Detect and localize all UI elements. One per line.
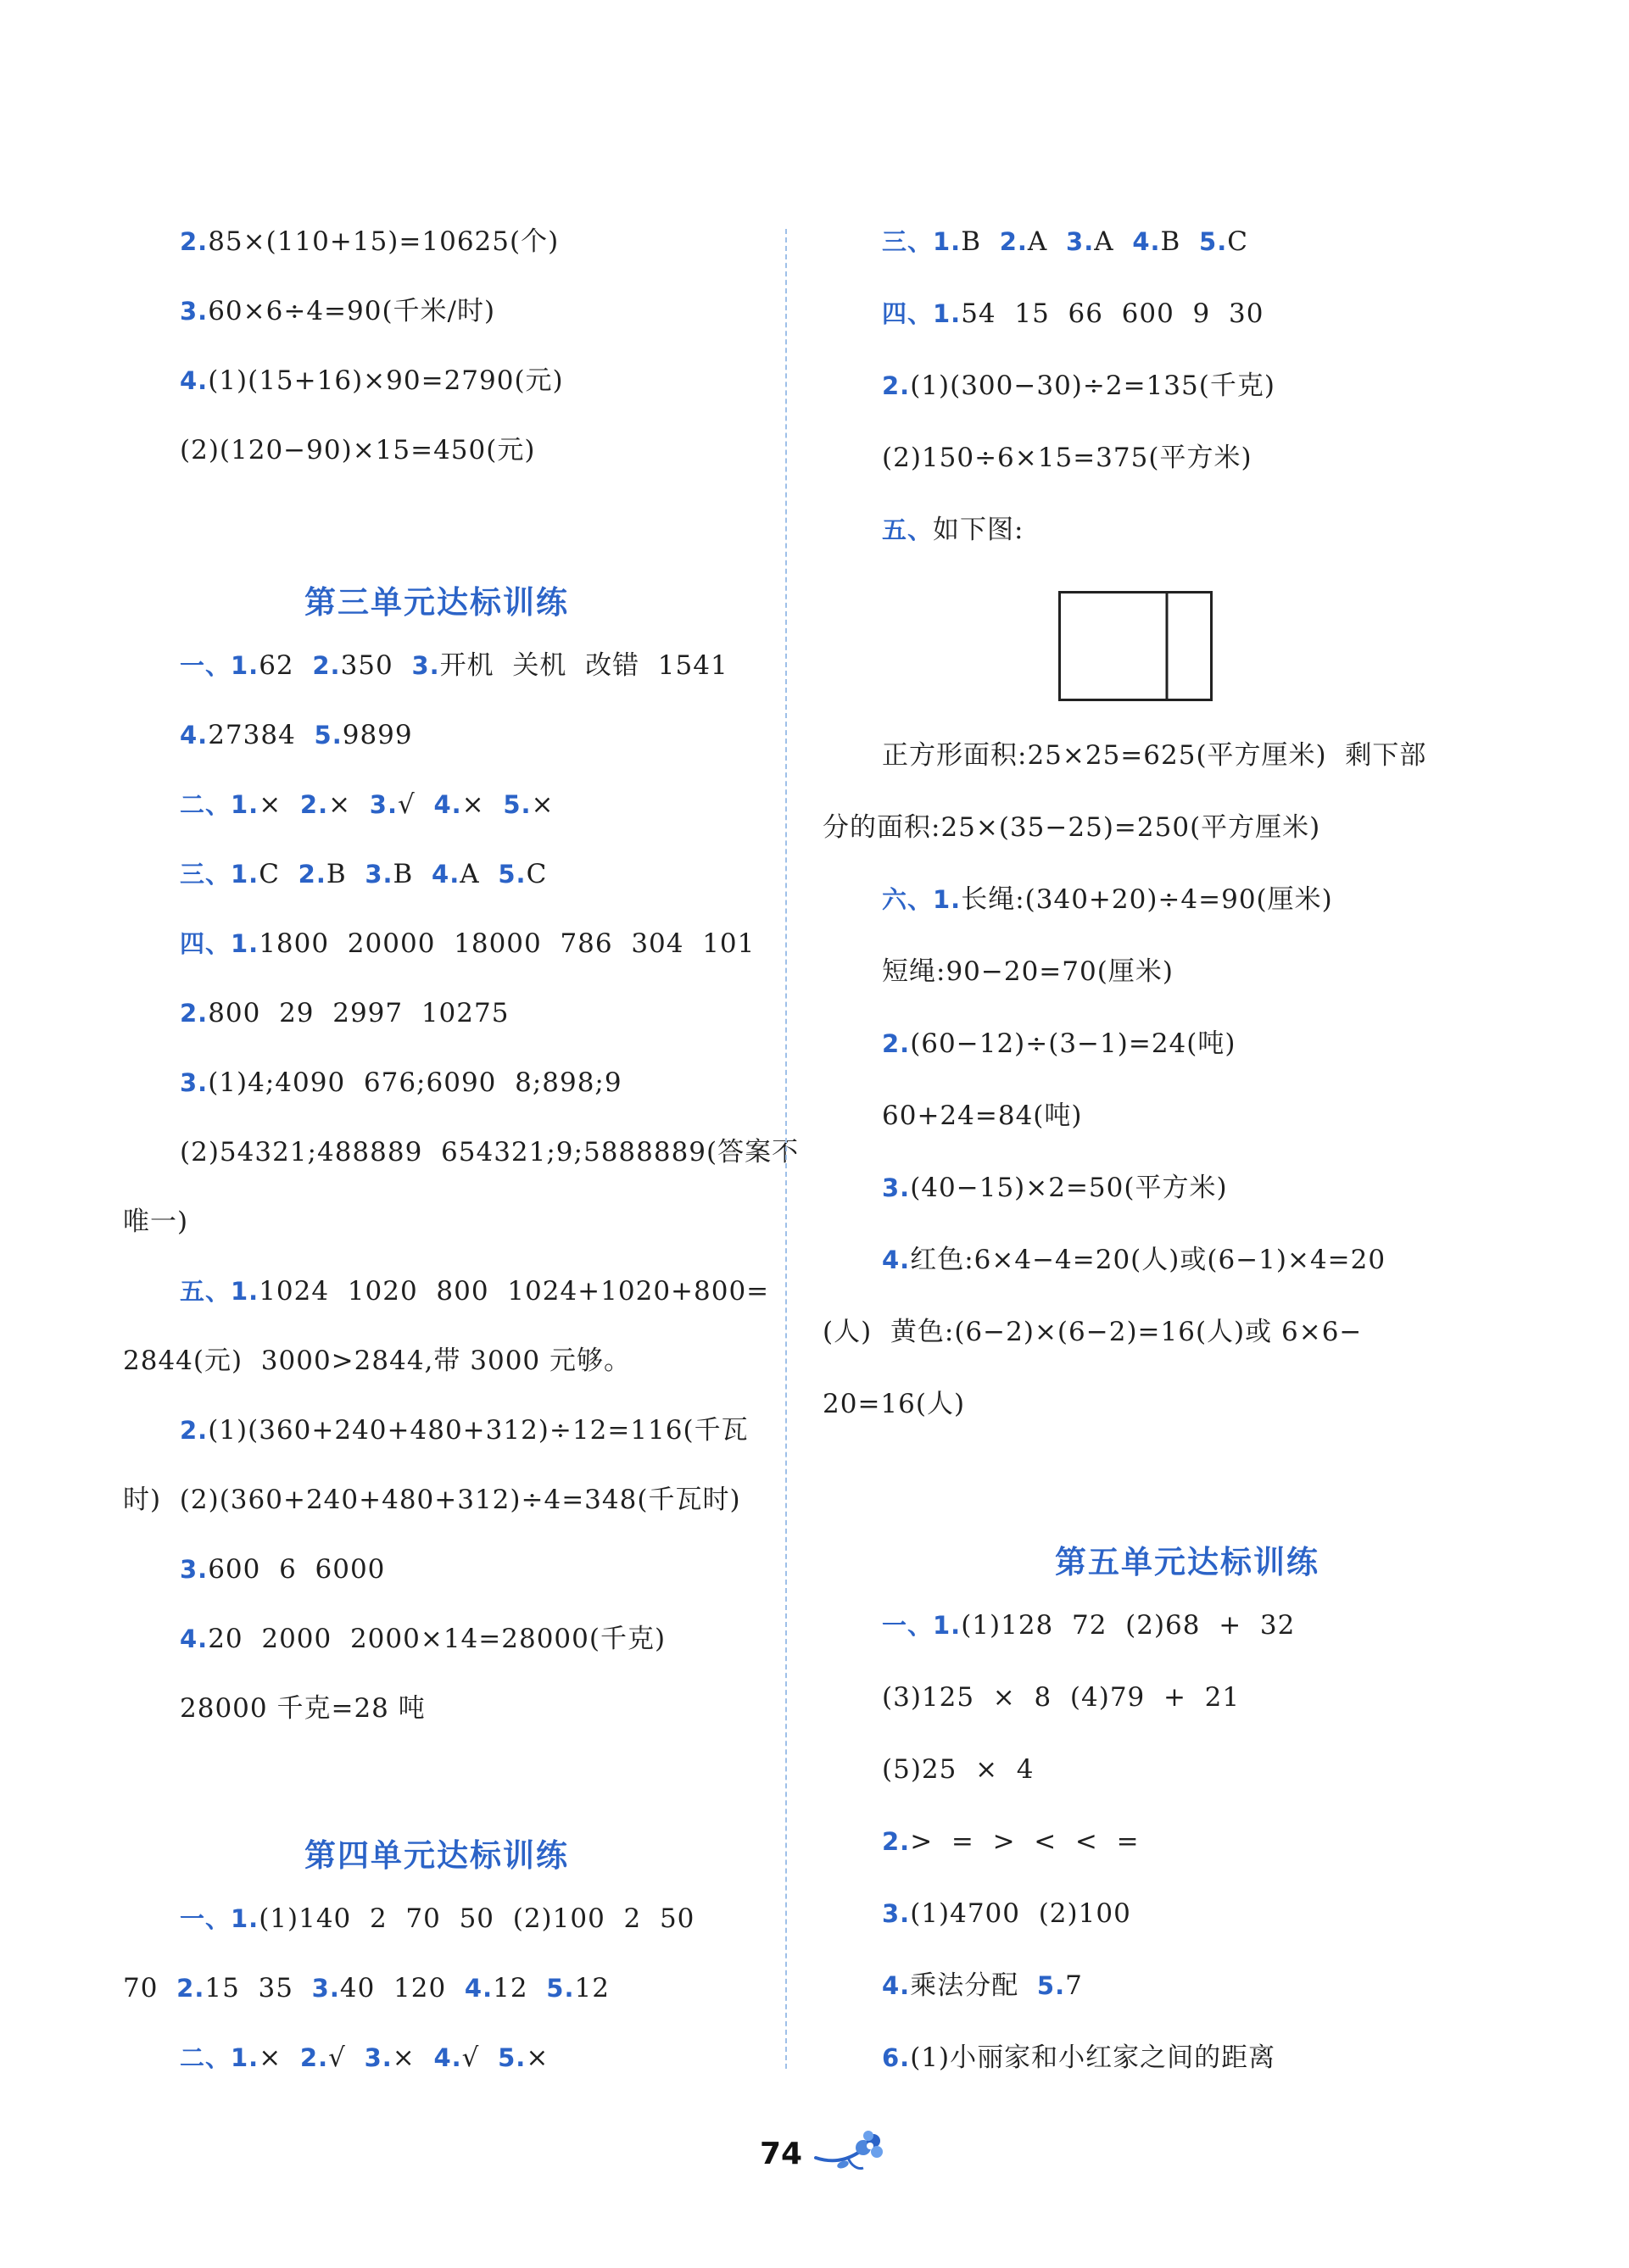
answer-line	[180, 928, 756, 959]
answer-text: ×	[461, 789, 504, 820]
answer-text: 正方形面积:25×25=625(平方厘米) 剩下部	[882, 740, 1427, 771]
answer-text: (1)(300−30)÷2=135(千克)	[910, 371, 1275, 401]
answer-text: 28000 千克=28 吨	[180, 1693, 426, 1724]
question-number: 2.	[299, 790, 329, 819]
question-number: 2.	[999, 227, 1028, 256]
question-number: 2.	[298, 860, 326, 889]
answer-line	[123, 1348, 631, 1374]
answer-text: C	[259, 859, 298, 889]
answer-line	[882, 740, 1427, 771]
section-heading: 第三单元达标训练	[304, 584, 569, 621]
answer-text: 85×(110+15)=10625(个)	[208, 226, 560, 257]
answer-line	[882, 373, 1275, 399]
answer-line	[180, 789, 555, 820]
answer-text: 800 29 2997 10275	[208, 998, 510, 1028]
question-number: 4.	[464, 1974, 494, 2003]
question-number: 一、1.	[180, 1904, 259, 1933]
question-number: 2.	[882, 1029, 911, 1058]
answer-text: (1)128 72 (2)68 + 32	[961, 1610, 1296, 1641]
question-number: 3.	[365, 860, 393, 889]
answer-text: C	[526, 859, 548, 889]
answer-line	[882, 1175, 1228, 1201]
answer-line	[180, 1000, 509, 1027]
answer-line	[180, 1693, 426, 1724]
answer-text: ×	[328, 789, 370, 820]
answer-text: 27384	[208, 720, 315, 750]
answer-text: 7	[1065, 1970, 1083, 2001]
answer-line	[180, 226, 560, 257]
answer-line	[180, 2042, 550, 2073]
answer-text: (1)140 2 70 50 (2)100 2 50	[259, 1903, 695, 1934]
answer-line	[882, 1247, 1386, 1273]
question-number: 2.	[299, 2043, 329, 2072]
answer-text: 1800 20000 18000 786 304 101	[259, 928, 756, 959]
answer-line	[180, 861, 547, 888]
answer-text: 时) (2)(360+240+480+312)÷4=348(千瓦时)	[123, 1485, 741, 1515]
answer-text: 40 120	[339, 1973, 465, 2003]
answer-line	[180, 1554, 386, 1585]
answer-text: 20 2000 2000×14=28000(千克)	[208, 1624, 667, 1654]
answer-line	[882, 226, 1248, 257]
section-heading: 第四单元达标训练	[304, 1837, 569, 1874]
question-number: 五、	[882, 515, 934, 544]
answer-text: 9899	[342, 720, 413, 750]
answer-line	[882, 298, 1264, 329]
answer-line	[180, 650, 728, 681]
answer-line	[823, 812, 1321, 843]
answer-line	[882, 517, 1024, 543]
flower-ornament-icon	[814, 2124, 890, 2175]
answer-text: 开机 关机 改错 1541	[439, 650, 728, 681]
answer-text: (40−15)×2=50(平方米)	[910, 1173, 1228, 1203]
answer-line	[180, 722, 413, 749]
answer-text: √	[328, 2042, 365, 2073]
question-number: 二、1.	[180, 790, 259, 819]
question-number: 3.	[180, 1555, 209, 1584]
question-number: 6.	[882, 2043, 911, 2072]
answer-text: 唯一)	[123, 1206, 189, 1237]
answer-text: 600 6 6000	[208, 1554, 386, 1585]
question-number: 5.	[498, 2043, 527, 2072]
answer-text: 12	[574, 1973, 610, 2003]
question-number: 2.	[312, 651, 341, 680]
answer-line	[180, 1415, 749, 1446]
question-number: 3.	[364, 2043, 393, 2072]
question-number: 2.	[180, 227, 209, 256]
answer-text: 分的面积:25×(35−25)=250(平方厘米)	[823, 812, 1321, 843]
question-number: 四、1.	[882, 299, 962, 328]
question-number: 六、1.	[882, 885, 962, 914]
answer-line	[882, 1103, 1082, 1129]
answer-text: A	[1094, 226, 1133, 257]
answer-text: 54 15 66 600 9 30	[961, 298, 1264, 329]
question-number: 4.	[180, 721, 209, 749]
answer-text: (1)(15+16)×90=2790(元)	[208, 365, 564, 396]
answer-text: 70	[123, 1973, 177, 2003]
question-number: 3.	[311, 1974, 340, 2003]
answer-text: A	[1027, 226, 1067, 257]
answer-line	[180, 365, 564, 396]
answer-line	[882, 1754, 1035, 1785]
question-number: 2.	[882, 1827, 911, 1856]
answer-text: ×	[392, 2042, 434, 2073]
answer-text: √	[461, 2042, 499, 2073]
answer-line	[180, 1903, 695, 1934]
answer-text: 长绳:(340+20)÷4=90(厘米)	[961, 884, 1333, 915]
answer-line	[123, 1487, 741, 1513]
answer-text: ×	[531, 789, 555, 820]
question-number: 2.	[180, 999, 209, 1028]
question-number: 4.	[180, 1624, 209, 1653]
question-number: 4.	[432, 860, 460, 889]
answer-line	[180, 437, 535, 464]
answer-text: 350	[340, 650, 412, 681]
question-number: 5.	[1036, 1971, 1066, 2000]
answer-line	[882, 956, 1174, 987]
answer-text: B	[1160, 226, 1200, 257]
answer-line	[882, 1682, 1241, 1713]
answer-text: > = > < < =	[910, 1826, 1140, 1857]
question-number: 三、1.	[882, 227, 962, 256]
answer-text: B	[393, 859, 432, 889]
answer-text: ×	[259, 2042, 300, 2073]
answer-text: (2)(120−90)×15=450(元)	[180, 435, 536, 465]
question-number: 4.	[882, 1971, 911, 2000]
answer-text: 1024 1020 800 1024+1020+800=	[259, 1276, 770, 1307]
answer-text: ×	[259, 789, 300, 820]
question-number: 2.	[882, 371, 911, 400]
answer-line	[882, 2042, 1276, 2073]
question-number: 一、1.	[180, 651, 259, 680]
answer-text: √	[397, 789, 434, 820]
question-number: 四、1.	[180, 929, 259, 958]
answer-text: 2844(元) 3000>2844,带 3000 元够。	[123, 1346, 632, 1376]
page-number: 74	[760, 2137, 803, 2171]
answer-text: 60×6÷4=90(千米/时)	[208, 296, 496, 326]
question-number: 3.	[369, 790, 398, 819]
question-number: 4.	[1132, 227, 1161, 256]
answer-text: 红色:6×4−4=20(人)或(6−1)×4=20	[910, 1245, 1386, 1275]
answer-line	[882, 1826, 1140, 1857]
answer-text: 乘法分配	[910, 1970, 1037, 2001]
question-number: 5.	[503, 790, 532, 819]
question-number: 5.	[546, 1974, 575, 2003]
question-number: 4.	[882, 1245, 911, 1274]
answer-line	[180, 1137, 800, 1167]
answer-line	[180, 1626, 666, 1652]
square-rectangle-figure	[1058, 591, 1213, 701]
question-number: 3.	[180, 1068, 209, 1097]
answer-text: 15 35	[204, 1973, 312, 2003]
question-number: 5.	[1199, 227, 1228, 256]
answer-text: (1)4;4090 676;6090 8;898;9	[208, 1067, 622, 1098]
answer-text: (3)125 × 8 (4)79 + 21	[882, 1682, 1241, 1713]
answer-text: (2)150÷6×15=375(平方米)	[882, 443, 1252, 473]
answer-line	[882, 1970, 1083, 2001]
column-divider	[785, 229, 787, 2069]
answer-text: B	[961, 226, 1000, 257]
question-number: 2.	[176, 1974, 205, 2003]
question-number: 3.	[882, 1899, 911, 1928]
answer-text: ×	[526, 2042, 550, 2073]
question-number: 2.	[180, 1416, 209, 1445]
question-number: 4.	[180, 366, 209, 395]
answer-line	[882, 884, 1333, 915]
answer-text: (人) 黄色:(6−2)×(6−2)=16(人)或 6×6−	[823, 1317, 1363, 1347]
question-number: 4.	[433, 790, 462, 819]
answer-text: (1)4700 (2)100	[910, 1898, 1131, 1929]
answer-text: 12	[493, 1973, 547, 2003]
answer-text: B	[326, 859, 365, 889]
question-number: 3.	[180, 297, 209, 326]
answer-text: 20=16(人)	[823, 1389, 966, 1419]
answer-text: 60+24=84(吨)	[882, 1101, 1083, 1131]
answer-line	[123, 1206, 189, 1237]
answer-text: (1)小丽家和小红家之间的距离	[910, 2042, 1276, 2073]
question-number: 5.	[498, 860, 527, 889]
answer-line	[180, 1067, 622, 1098]
answer-line	[823, 1391, 965, 1418]
answer-text: 62	[259, 650, 313, 681]
answer-text: 短绳:90−20=70(厘米)	[882, 956, 1174, 987]
answer-text: (2)54321;488889 654321;9;5888889(答案不	[180, 1137, 800, 1167]
answer-line	[882, 445, 1252, 471]
answer-line	[180, 1276, 770, 1307]
answer-line	[180, 298, 495, 325]
question-number: 二、1.	[180, 2043, 259, 2072]
answer-text: 如下图:	[933, 515, 1024, 545]
answer-text: (60−12)÷(3−1)=24(吨)	[910, 1028, 1236, 1059]
question-number: 五、1.	[180, 1277, 259, 1306]
question-number: 3.	[1066, 227, 1095, 256]
answer-text: C	[1227, 226, 1248, 257]
answer-line	[882, 1028, 1236, 1059]
question-number: 3.	[411, 651, 440, 680]
section-heading: 第五单元达标训练	[1055, 1544, 1319, 1580]
question-number: 4.	[433, 2043, 462, 2072]
question-number: 3.	[882, 1173, 911, 1202]
question-number: 三、1.	[180, 860, 259, 889]
answer-line	[123, 1975, 610, 2002]
answer-line	[823, 1319, 1362, 1346]
answer-line	[882, 1610, 1296, 1641]
answer-line	[882, 1898, 1131, 1929]
question-number: 5.	[314, 721, 343, 749]
answer-text: (1)(360+240+480+312)÷12=116(千瓦	[208, 1415, 749, 1446]
answer-text: (5)25 × 4	[882, 1754, 1035, 1785]
question-number: 一、1.	[882, 1611, 962, 1640]
answer-text: A	[460, 859, 499, 889]
